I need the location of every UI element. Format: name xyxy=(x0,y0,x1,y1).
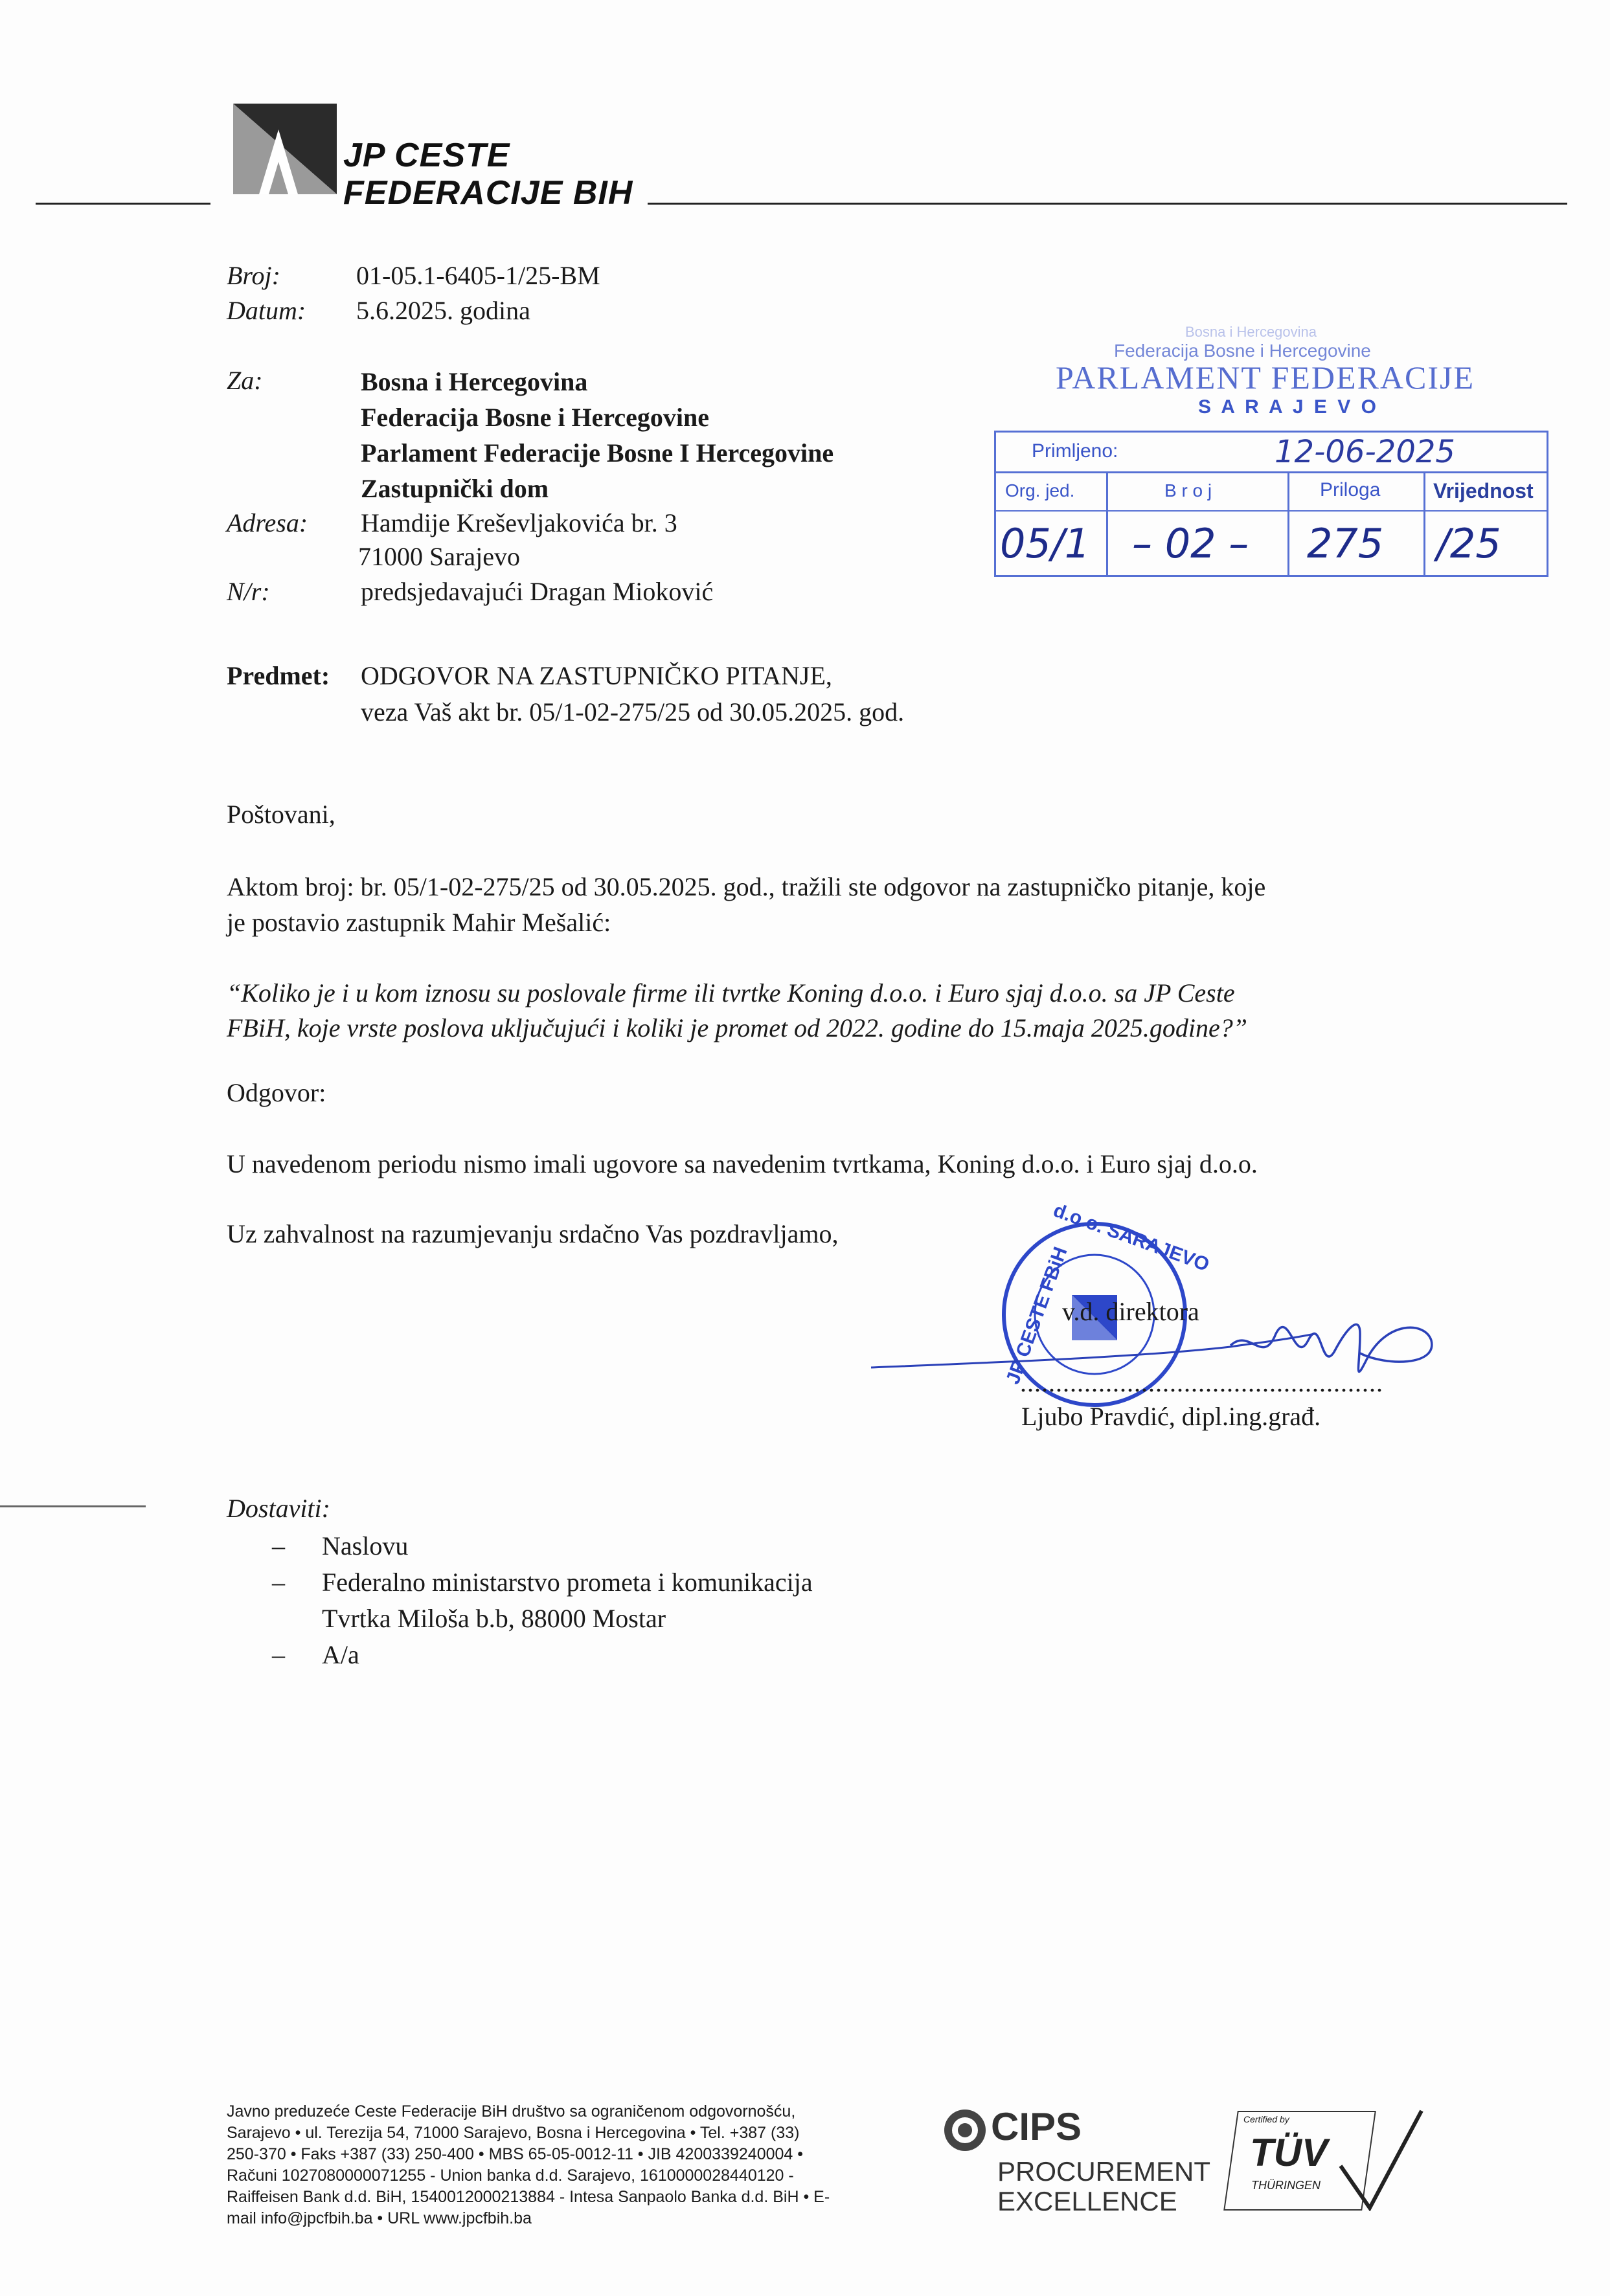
cips-line1: PROCUREMENT xyxy=(997,2156,1211,2187)
check-mark-icon xyxy=(1334,2108,1425,2211)
address-line: Hamdije Kreševljakovića br. 3 xyxy=(361,508,677,537)
cips-line2: EXCELLENCE xyxy=(997,2186,1177,2216)
primljeno-date: 12-06-2025 xyxy=(1275,434,1455,470)
tuv-certified: Certified by xyxy=(1243,2114,1289,2124)
recipient-line: Zastupnički dom xyxy=(361,474,549,503)
datum-label: Datum: xyxy=(227,296,306,325)
footer-line: Računi 1027080000071255 - Union banka d.d. Sarajevo, 1610000028440120 - xyxy=(227,2167,794,2185)
stamp-table xyxy=(994,431,1548,577)
quote-line1: “Koliko je i u kom iznosu su poslovale firme ili tvrtke Koning d.o.o. i Euro sjaj d.o.o. sa JP Ceste xyxy=(227,978,1235,1007)
datum-value: 5.6.2025. godina xyxy=(356,296,530,325)
val-priloga: 275 xyxy=(1307,520,1384,567)
closing-text: Uz zahvalnost na razumjevanju srdačno Vas pozdravljamo, xyxy=(227,1219,839,1248)
list-bullet: – xyxy=(272,1568,285,1597)
stamp-line2: PARLAMENT FEDERACIJE xyxy=(1056,359,1475,396)
col-vrijednost: Vrijednost xyxy=(1433,479,1534,502)
primljeno-label: Primljeno: xyxy=(1032,440,1118,462)
stamp-line0: Bosna i Hercegovina xyxy=(1185,324,1317,340)
list-item: Naslovu xyxy=(322,1531,409,1560)
margin-mark xyxy=(0,1505,146,1507)
cips-title: CIPS xyxy=(991,2105,1082,2148)
recipient-line: Parlament Federacije Bosne I Hercegovine xyxy=(361,438,834,467)
list-item: A/a xyxy=(322,1640,359,1669)
col-priloga: Priloga xyxy=(1320,479,1381,501)
letterhead xyxy=(0,97,1610,214)
footer-line: Javno preduzeće Ceste Federacije BiH društvo sa ograničenom odgovornošću, xyxy=(227,2102,796,2121)
signature-role: v.d. direktora xyxy=(1062,1297,1199,1326)
predmet-label: Predmet: xyxy=(227,661,330,690)
col-broj: B r o j xyxy=(1164,480,1212,501)
nr-value: predsjedavajući Dragan Mioković xyxy=(361,577,714,606)
tuv-brand: TÜV xyxy=(1250,2131,1328,2174)
footer-line: mail info@jpcfbih.ba • URL www.jpcfbih.ba xyxy=(227,2209,532,2227)
tuv-logo xyxy=(1224,2108,1425,2211)
recipient-line: Federacija Bosne i Hercegovine xyxy=(361,403,710,432)
subject-line1: ODGOVOR NA ZASTUPNIČKO PITANJE, xyxy=(361,661,832,690)
para1-line2: je postavio zastupnik Mahir Mešalić: xyxy=(227,908,611,937)
list-item: Federalno ministarstvo prometa i komunikacija xyxy=(322,1568,813,1597)
cips-logo xyxy=(942,2104,1214,2227)
header-rule-right xyxy=(648,203,1567,205)
subject-line2: veza Vaš akt br. 05/1-02-275/25 od 30.05.2025. god. xyxy=(361,697,905,726)
footer-line: Raiffeisen Bank d.d. BiH, 1540012000213884 - Intesa Sanpaolo Banka d.d. BiH • E- xyxy=(227,2188,830,2206)
signature-name: Ljubo Pravdić, dipl.ing.građ. xyxy=(1021,1402,1321,1431)
broj-label: Broj: xyxy=(227,261,280,290)
nr-label: N/r: xyxy=(227,577,270,606)
list-bullet: – xyxy=(272,1531,285,1560)
adresa-label: Adresa: xyxy=(227,508,308,537)
dostaviti-label: Dostaviti: xyxy=(227,1494,330,1523)
header-rule-left xyxy=(36,203,210,205)
tuv-region: THÜRINGEN xyxy=(1251,2179,1321,2192)
list-item-sub: Tvrtka Miloša b.b, 88000 Mostar xyxy=(322,1604,666,1633)
broj-value: 01-05.1-6405-1/25-BM xyxy=(356,261,600,290)
val-vrijednost: /25 xyxy=(1436,520,1501,567)
val-broj: – 02 – xyxy=(1132,520,1249,567)
answer-label: Odgovor: xyxy=(227,1078,326,1107)
greeting: Poštovani, xyxy=(227,800,335,829)
company-name-line2: FEDERACIJE BIH xyxy=(343,174,633,212)
address-line: 71000 Sarajevo xyxy=(358,542,520,571)
cips-icon xyxy=(942,2108,988,2153)
quote-line2: FBiH, koje vrste poslova uključujući i koliki je promet od 2022. godine do 15.maja 2025.godine?” xyxy=(227,1013,1248,1042)
stamp-line1: Federacija Bosne i Hercegovine xyxy=(1114,341,1371,361)
list-bullet: – xyxy=(272,1640,285,1669)
seal-text-left: JP CESTE FBiH xyxy=(1002,1244,1072,1388)
seal-text-top: d.o.o. SARAJEVO xyxy=(1050,1199,1212,1276)
company-logo xyxy=(233,104,337,194)
answer-text: U navedenom periodu nismo imali ugovore sa navedenim tvrtkama, Koning d.o.o. i Euro sjaj d.o.o. xyxy=(227,1149,1258,1178)
col-org: Org. jed. xyxy=(1005,480,1075,501)
receipt-stamp xyxy=(991,317,1548,576)
val-org: 05/1 xyxy=(1000,520,1091,567)
footer-address xyxy=(227,2101,926,2229)
para1-line1: Aktom broj: br. 05/1-02-275/25 od 30.05.2025. god., tražili ste odgovor na zastupničko pitanje, koje xyxy=(227,872,1266,901)
signature-dots: ................................................... xyxy=(1020,1368,1383,1397)
stamp-line3: S A R A J E V O xyxy=(1198,396,1379,418)
recipient-line: Bosna i Hercegovina xyxy=(361,367,588,396)
footer-line: Sarajevo • ul. Terezija 54, 71000 Sarajevo, Bosna i Hercegovina • Tel. +387 (33) xyxy=(227,2124,800,2142)
company-name-line1: JP CESTE xyxy=(343,137,510,174)
za-label: Za: xyxy=(227,366,263,395)
footer-line: 250-370 • Faks +387 (33) 250-400 • MBS 65-05-0012-11 • JIB 4200339240004 • xyxy=(227,2145,804,2163)
